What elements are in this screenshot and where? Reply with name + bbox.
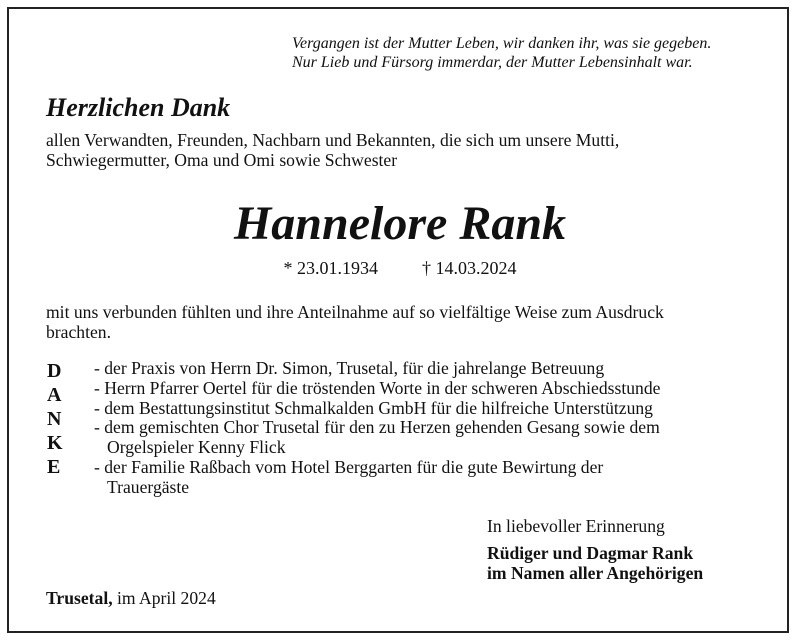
signer-names: Rüdiger und Dagmar Rank — [487, 543, 694, 563]
danke-letter: D — [47, 360, 62, 382]
motto-line: Nur Lieb und Fürsorg immerdar, der Mutter Lebensinhalt war. — [292, 54, 693, 71]
birth-date: * 23.01.1934 — [283, 258, 378, 278]
motto-line: Vergangen ist der Mutter Leben, wir danken ihr, was sie gegeben. — [292, 35, 712, 52]
list-item: - dem gemischten Chor Trusetal für den zu Herzen gehenden Gesang sowie dem — [94, 417, 660, 438]
list-item-continuation: Trauergäste — [107, 476, 190, 497]
place-month: im April 2024 — [112, 588, 216, 608]
intro-line: Schwiegermutter, Oma und Omi sowie Schwester — [46, 150, 398, 170]
thanks-heading: Herzlichen Dank — [46, 93, 231, 122]
list-item-continuation: Orgelspieler Kenny Flick — [107, 437, 286, 458]
signers — [487, 543, 703, 583]
danke-letter: K — [47, 432, 63, 454]
intro-text — [46, 130, 619, 170]
death-date: † 14.03.2024 — [422, 258, 517, 278]
danke-letter: A — [47, 384, 62, 406]
list-item: - der Praxis von Herrn Dr. Simon, Trusetal, für die jahrelange Betreuung — [94, 358, 605, 378]
body-text — [46, 302, 664, 342]
deceased-name: Hannelore Rank — [233, 197, 567, 250]
thanks-list — [94, 359, 660, 498]
list-item: - Herrn Pfarrer Oertel für die tröstenden Worte in der schweren Abschiedsstunde — [94, 377, 661, 398]
closing-line: In liebevoller Erinnerung — [487, 516, 665, 536]
life-dates — [0, 258, 800, 279]
body-line: brachten. — [46, 322, 111, 342]
intro-line: allen Verwandten, Freunden, Nachbarn und Bekannten, die sich um unsere Mutti, — [46, 130, 620, 150]
motto-verse — [292, 34, 711, 72]
danke-letter: E — [47, 456, 61, 478]
body-line: mit uns verbunden fühlten und ihre Anteilnahme auf so vielfältige Weise zum Ausdruck — [46, 302, 664, 322]
danke-letter: N — [47, 408, 62, 430]
danke-vertical — [47, 359, 63, 479]
list-item: - dem Bestattungsinstitut Schmalkalden GmbH für die hilfreiche Unterstützung — [94, 397, 653, 418]
signer-note: im Namen aller Angehörigen — [487, 563, 704, 583]
place-date — [46, 588, 216, 608]
list-item: - der Familie Raßbach vom Hotel Berggarten für die gute Bewirtung der — [94, 456, 604, 477]
place-town: Trusetal, — [46, 588, 113, 608]
